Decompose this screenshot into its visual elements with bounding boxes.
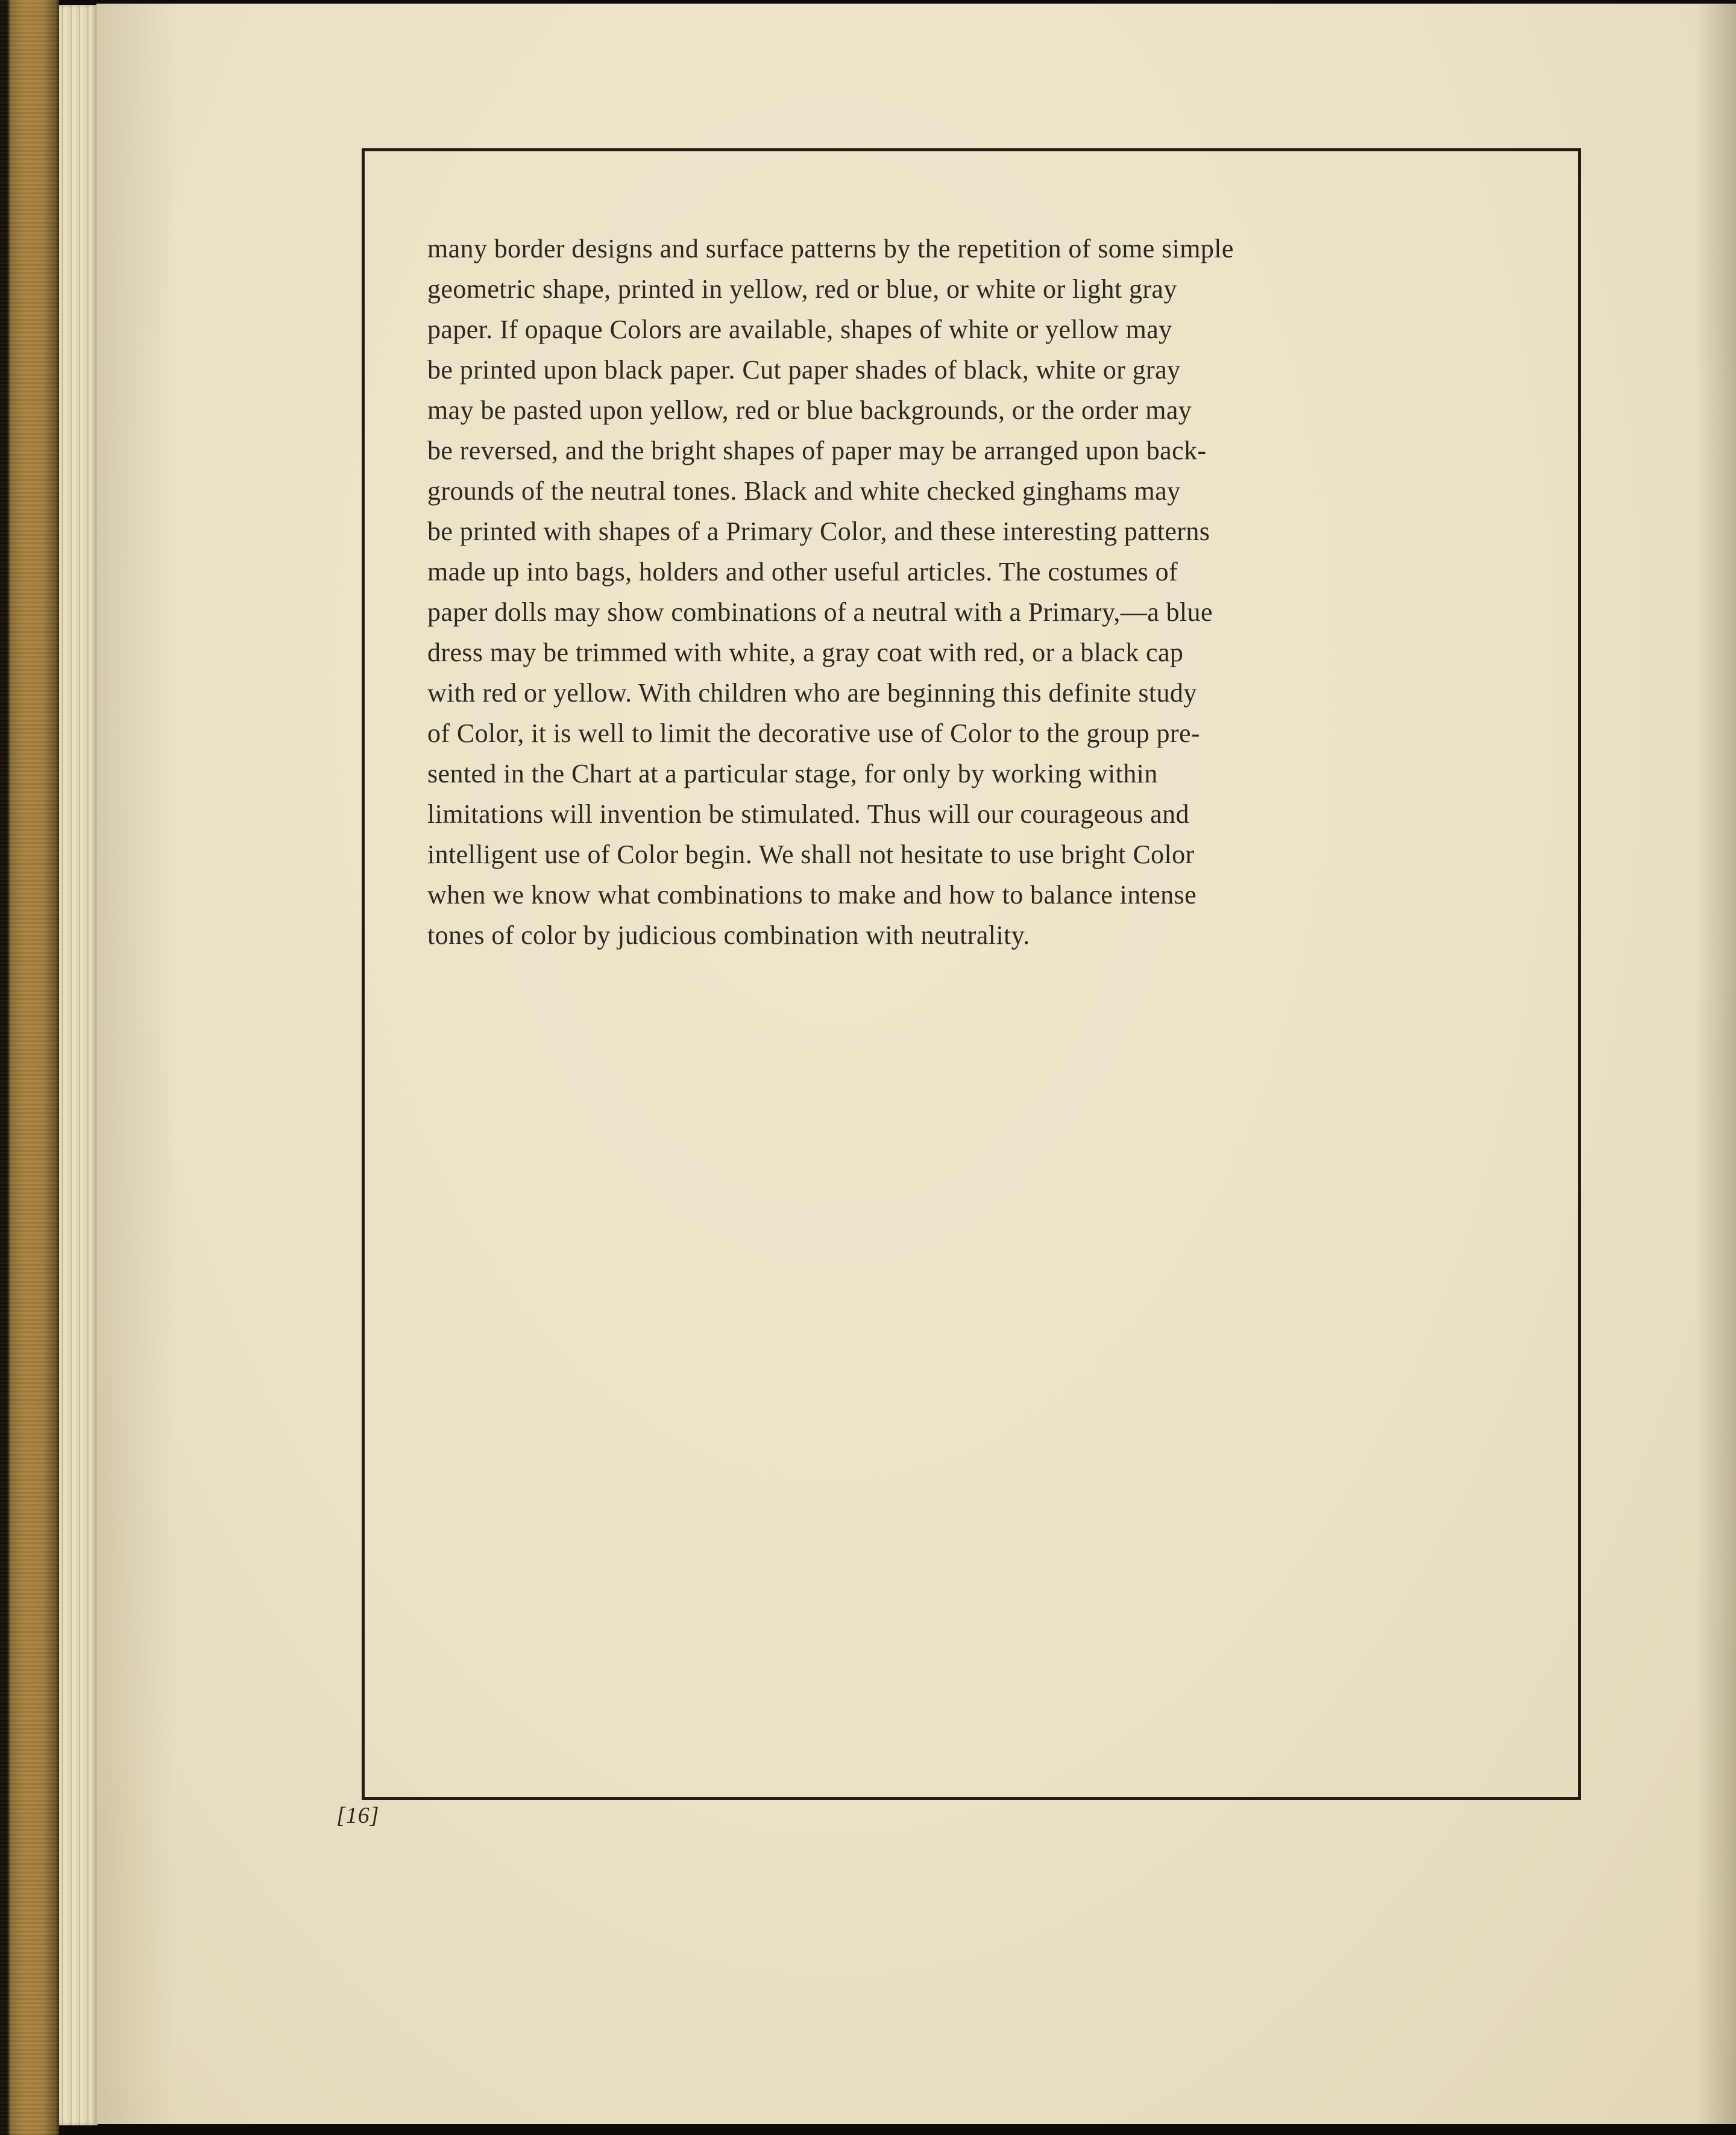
text-line: tones of color by judicious combination with neutrality. [427, 920, 1030, 950]
text-line: paper dolls may show combinations of a neutral with a Primary,—a blue [427, 597, 1213, 627]
text-line: sented in the Chart at a particular stage, for only by working within [427, 759, 1158, 788]
text-line: when we know what combinations to make and how to balance intense [427, 880, 1197, 910]
book-page [96, 4, 1736, 2124]
text-line: grounds of the neutral tones. Black and white checked ginghams may [427, 476, 1181, 506]
text-line: limitations will invention be stimulated. Thus will our courageous and [427, 799, 1189, 829]
text-line: be printed with shapes of a Primary Color, and these interesting patterns [427, 517, 1210, 546]
text-line: paper. If opaque Colors are available, shapes of white or yellow may [427, 315, 1172, 344]
text-line: of Color, it is well to limit the decorative use of Color to the group pre- [427, 718, 1200, 748]
page-border-frame [362, 148, 1581, 1800]
text-line: geometric shape, printed in yellow, red or blue, or white or light gray [427, 274, 1177, 304]
text-line: be printed upon black paper. Cut paper shades of black, white or gray [427, 355, 1181, 385]
text-line: made up into bags, holders and other useful articles. The costumes of [427, 557, 1178, 586]
stacked-page-edges [59, 5, 98, 2125]
text-line: many border designs and surface patterns by the repetition of some simple [427, 234, 1234, 263]
text-line: intelligent use of Color begin. We shall not hesitate to use bright Color [427, 840, 1195, 869]
text-line: with red or yellow. With children who are beginning this definite study [427, 678, 1197, 708]
text-line: may be pasted upon yellow, red or blue backgrounds, or the order may [427, 395, 1192, 425]
text-line: be reversed, and the bright shapes of paper may be arranged upon back- [427, 436, 1207, 465]
book-cover-spine [0, 0, 59, 2135]
text-line: dress may be trimmed with white, a gray coat with red, or a black cap [427, 638, 1184, 667]
body-text [427, 228, 1516, 955]
page-number: [16] [336, 1803, 380, 1828]
